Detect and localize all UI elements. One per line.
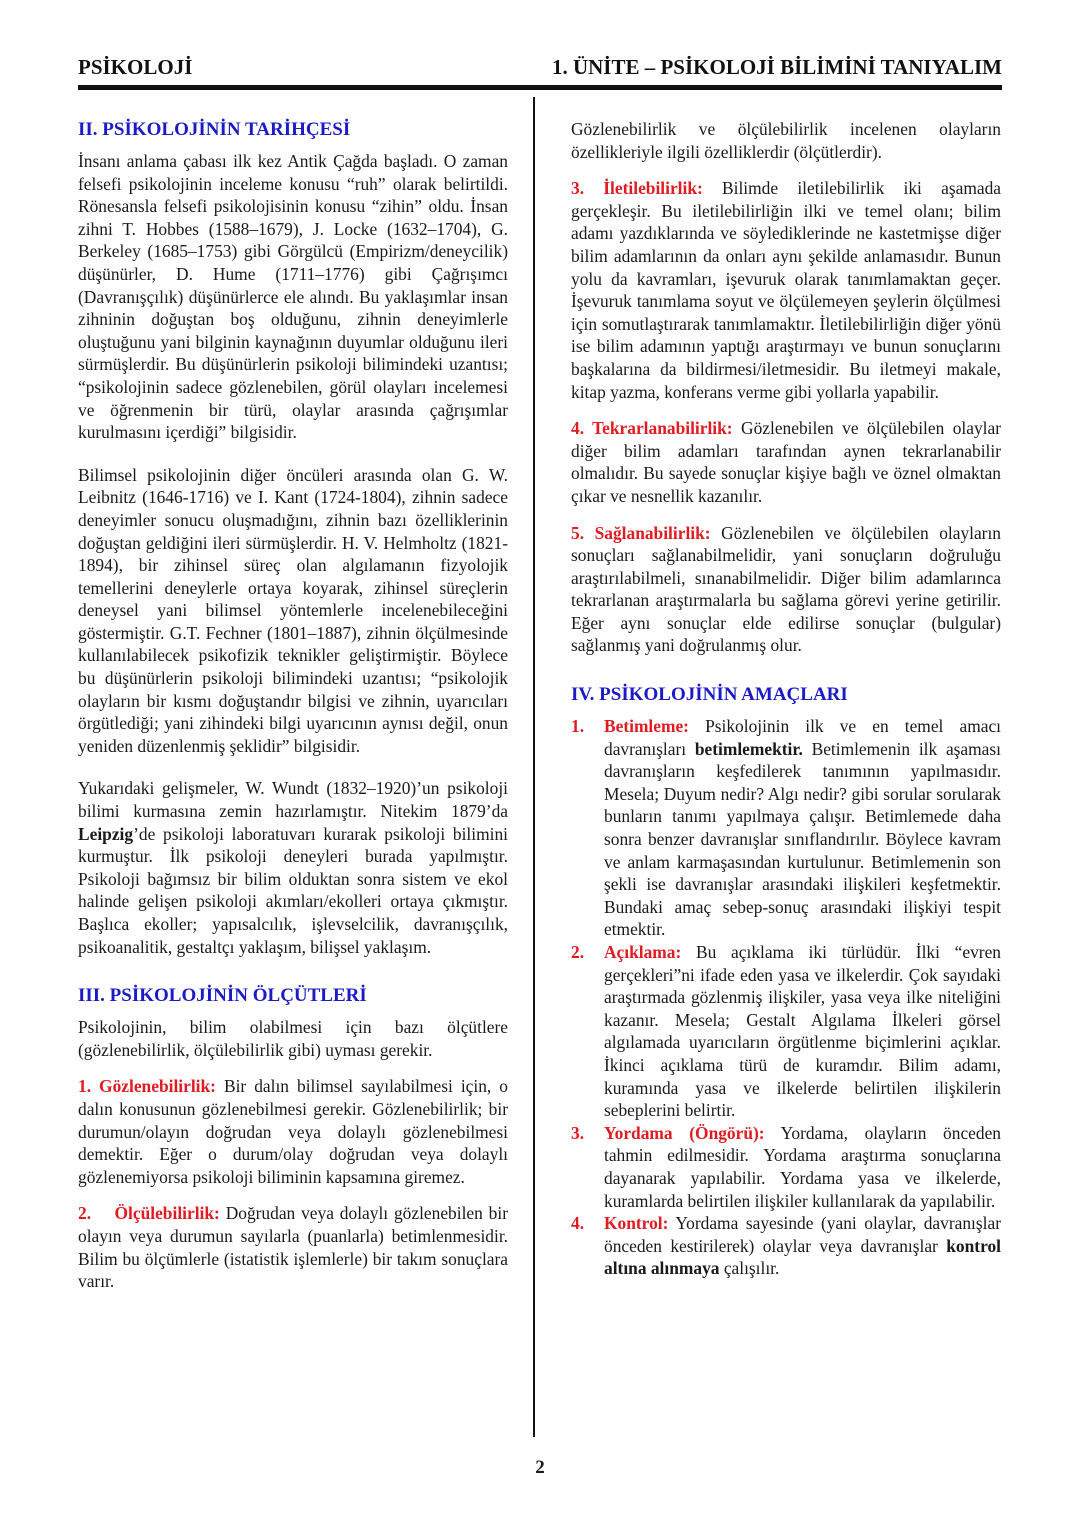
goal-item-control: 4. Kontrol: Yordama sayesinde (yani olaylar, davranışlar önceden kestirilerek) olaylar veya davranışlar kontrol altına alınmaya çalışılır.: [571, 1213, 1001, 1279]
history-paragraph-3: Yukarıdaki gelişmeler, W. Wundt (1832–1920)’un psikoloji bilimi kurmasına zemin hazırlamıştır. Nitekim 1879’da Leipzig’de psikoloji laboratuvarı kurarak psikoloji bilimini kurmuştur. İlk psikoloji deneyleri burada yapılmıştır. Psikoloji bağımsız bir bilim olduktan sonra sistem ve ekol halinde gelişen psikoloji akımları/ekolleri ortaya çıkmıştır. Başlıca ekoller; yapısalcılık, işlevselcilik, davranışçılık, psikoanalitik, gestaltçı yaklaşım, bilişsel yaklaşım.: [78, 778, 508, 957]
header-rule: [78, 85, 1002, 90]
header-subject: PSİKOLOJİ: [78, 55, 193, 79]
column-divider: [533, 97, 535, 1437]
criteria-item-verifiability: 5. Sağlanabilirlik: Gözlenebilen ve ölçülebilen olayların sonuçları sağlanabilmelidir, yani sonuçların doğruluğu araştırılabilmeli, sınanabilmelidir. Diğer bilim adamlarınca tekrarlanan araştırmalarla bu sağlama görevi yerine getirilir. Eğer aynı sonuçlar elde edilirse sonuçlar (bulgular) sağlanmış yani doğrulanmış olur.: [571, 522, 1002, 656]
criteria-item-measurability: 2. Ölçülebilirlik: Doğrudan veya dolaylı gözlenebilen bir olayın veya durumun sayılarla (puanlarla) betimlenmesidir. Bilim bu ölçümlerle (istatistik işlemlerle) bir takım sonuçlara varır.: [78, 1203, 509, 1292]
section-title-goals: IV. PSİKOLOJİNİN AMAÇLARI: [571, 684, 848, 706]
criteria-cont-intro: Gözlenebilirlik ve ölçülebilirlik incelenen olayların özellikleriyle ilgili özelliklerdir (ölçütlerdir).: [571, 119, 1001, 162]
criteria-item-communicability: 3. İletilebilirlik: Bilimde iletilebilirlik iki aşamada gerçekleşir. Bu iletilebilirliğin ilki ve temel olanı; bilim adamı yazdıklarında ve söylediklerinde ne kastetmişse diğer bilim adamlarının da onları aynı şekilde anlamasıdır. Bunun yolu da kavramları, işevuruk olarak tanımlamaktan geçer. İşevuruk tanımlama soyut ve ölçülemeyen şeylerin ölçülmesi için somutlaştırarak tanımlamaktır. İletilebilirliğin diğer yönü ise bilim adamının yaptığı araştırmayı ve bunun sonuçlarını başkalarına da bildirmesi/iletmesidir. Bu iletmeyi makale, kitap yazma, konferans verme gibi yollarla yapabilir.: [571, 178, 1001, 402]
page-number: 2: [535, 1457, 545, 1478]
history-paragraph-2: Bilimsel psikolojinin diğer öncüleri arasında olan G. W. Leibnitz (1646-1716) ve I. Kant (1724-1804), zihnin sadece deneyimler sonucu oluşmadığını, zihnin bazı özelliklerinin doğuştan geldiğini ileri sürmüşlerdir. H. V. Helmholtz (1821-1894), bir zihinsel süreç olan algılamanın fizyolojik temellerini deneylerle ortaya koyarak, zihinsel süreçlerin deneysel yani bilimsel yöntemlerle incelenebileceğini göstermiştir. G.T. Fechner (1801–1887), zihnin ölçülmesinde kullanılabilecek psikofizik teknikler geliştirmiştir. Böylece bu düşünürlerin psikoloji bilimindeki uzantısı; “psikolojik olayların bir kısmı doğuştandır bilgisi ve zihnin, uyarıcıları örgütlediği; yani zihindeki bilgi uyarıcının aynısı değil, onun yeniden düzenlenmiş şeklidir” bilgisidir.: [78, 464, 508, 756]
page-header: [78, 50, 1002, 80]
criteria-item-observability: 1. Gözlenebilirlik: Bir dalın bilimsel sayılabilmesi için, o dalın konusunun gözlenebilmesi gerekir. Gözlenebilirlik; bir durumun/olayın doğrudan veya dolaylı gözlenebilmesi demektir. Eğer o durum/olay doğrudan veya dolaylı gözlenemiyorsa psikoloji biliminin kapsamına giremez.: [78, 1076, 508, 1187]
history-paragraph-1: İnsanı anlama çabası ilk kez Antik Çağda başladı. O zaman felsefi psikolojinin inceleme konusu “ruh” olarak belirtildi. Rönesansla felsefi psikolojisinin konusu “zihin” oldu. İnsan zihni T. Hobbes (1588–1679), J. Locke (1632–1704), G. Berkeley (1685–1753) gibi Görgülcü (Empirizm/deneycilik) düşünürler, D. Hume (1711–1776) gibi Çağrışımcı (Davranışçılık) düşünürlerce ele alındı. Bu yaklaşımlar insan zihninin doğuştan boş olduğunu, zihnin deneyimlerle oluştuğunu yani bilginin kaynağının duyumlar olduğunu ileri sürmüşlerdir. Bu düşünürlerin psikoloji bilimindeki uzantısı; “psikolojinin sadece gözlenebilen, görül olayları incelemesi ve öğrenmenin bir türü, olaylar arasında çağrışımlar kurulmasını içerdiği” bilgisidir.: [78, 151, 508, 443]
goal-item-prediction: 3. Yordama (Öngörü): Yordama, olayların önceden tahmin edilmesidir. Yordama araştırma sonuçlarına dayanarak yapılabilir. Yordama yasa ve ilkelerde, kuramlarda belirtilen ilişkiler kullanılarak da yapılabilir.: [571, 1122, 1001, 1211]
left-column: [78, 118, 508, 1307]
header-unit-title: 1. ÜNİTE – PSİKOLOJİ BİLİMİNİ TANIYALIM: [551, 55, 1002, 79]
goal-item-description: 1. Betimleme: Psikolojinin ilk ve en temel amacı davranışları betimlemektir. Betimlemenin ilk aşaması davranışların keşfedilerek tanımının yapılmasıdır. Mesela; Duyum nedir? Algı nedir? gibi sorular sorularak bunların tanımı yapılmaya çalışır. Betimlemede daha sonra benzer davranışlar sınıflandırılır. Böylece kavram ve anlam karmaşasından kurtulunur. Betimlemenin son şekli ise davranışlar arasındaki ilişkileri keşfetmektir. Bundaki amaç sebep-sonuç arasındaki ilişkiyi tespit etmektir.: [571, 716, 1001, 940]
section-title-criteria: III. PSİKOLOJİNİN ÖLÇÜTLERİ: [78, 985, 367, 1007]
goal-item-explanation: 2. Açıklama: Bu açıklama iki türlüdür. İlki “evren gerçekleri”ni ifade eden yasa ve ilkelerdir. Çok sayıdaki araştırmada gözlenmiş ilişkiler, yasa veya ilke niteliğini kazanır. Mesela; Gestalt Algılama İlkeleri görsel algılamada uyarıcıların örgütlenme biçimlerini açıklar. İkinci açıklama türü de kuramdır. Bilim adamı, kuramında yasa ve ilkelerde belirtilen ilişkilerin sebeplerini belirtir.: [571, 942, 1001, 1121]
criteria-item-repeatability: 4. Tekrarlanabilirlik: Gözlenebilen ve ölçülebilen olaylar diğer bilim adamları tarafından aynen tekrarlanabilir olmalıdır. Bu sayede sonuçlar kişiye bağlı ve öznel olmaktan çıkar ve nesnellik kazanılır.: [571, 418, 1001, 506]
leipzig-bold: Leipzig: [78, 823, 134, 844]
criteria-intro: Psikolojinin, bilim olabilmesi için bazı ölçütlere (gözlenebilirlik, ölçülebilirlik gibi) uyması gerekir.: [78, 1017, 508, 1060]
right-column: [571, 118, 1001, 1280]
section-title-history: II. PSİKOLOJİNİN TARİHÇESİ: [78, 119, 351, 140]
